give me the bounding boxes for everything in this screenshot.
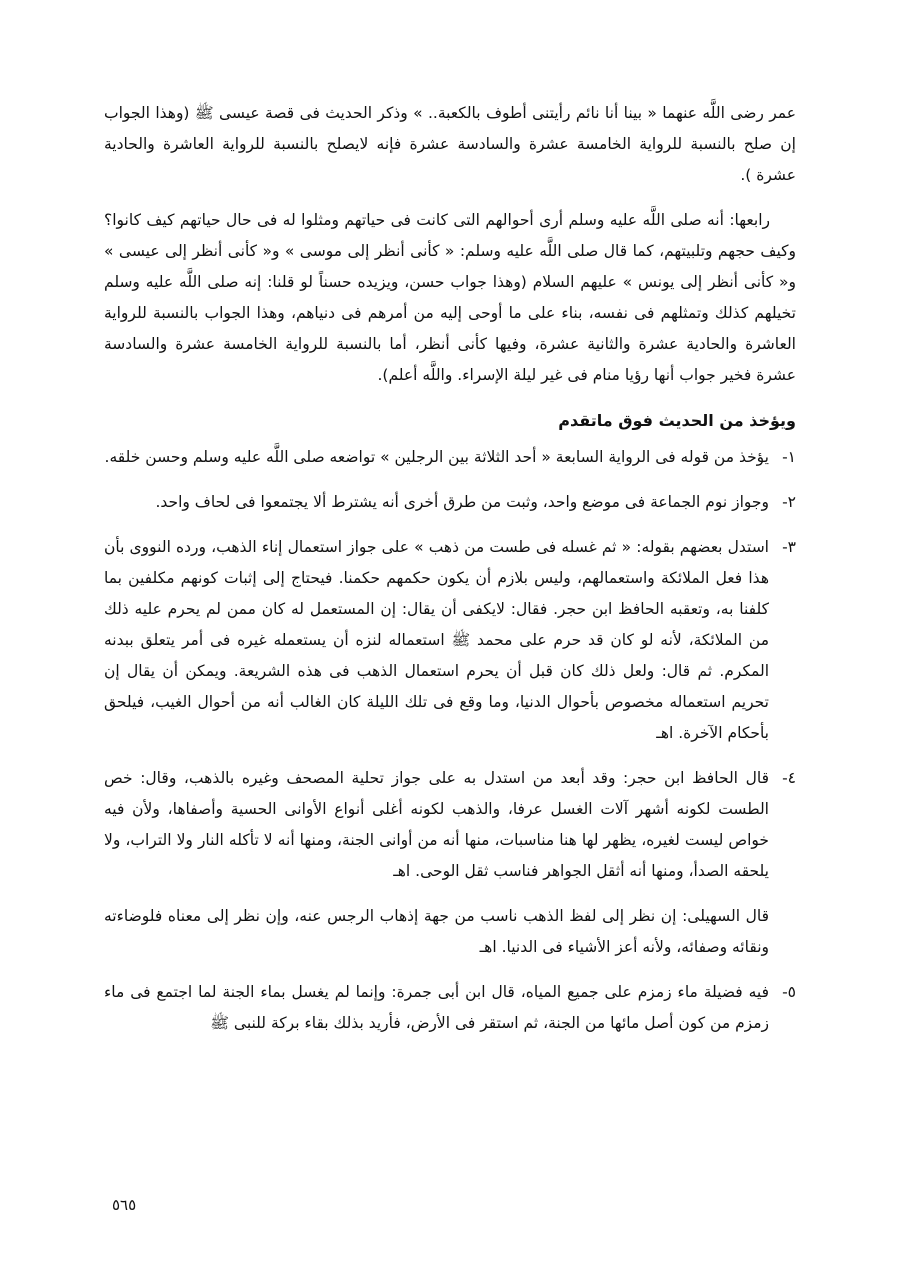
item-number: ٤- — [782, 769, 796, 787]
section-heading: ويؤخذ من الحديث فوق ماتقدم — [558, 411, 796, 430]
item-number: ٢- — [782, 493, 796, 511]
item-text: قال الحافظ ابن حجر: وقد أبعد من استدل به على جواز تحلية المصحف وغيره بالذهب، وقال: خص الطست لكونه أشهر آلات الغسل عرفا، والذهب لكونه أغلى أنواع الأوانى الحسية وأصفاها، ولأن فيه خواص ليست لغيره، يظهر لها هنا مناسبات، منها أنه من أوانى الجنة، ومنها أنه لا تأكله النار ولا التراب، ولا يلحقه الصدأ، ومنها أنه أثقل الجواهر فناسب ثقل الوحى. اهـ — [104, 769, 769, 880]
list-item-2 — [104, 487, 796, 518]
paragraph-continuation: عمر رضى اللَّه عنهما « بينا أنا نائم رأيتنى أطوف بالكعبة.. » وذكر الحديث فى قصة عيسى ﷺ (وهذا الجواب إن صلح بالنسبة للرواية الخامسة عشرة والسادسة عشرة فإنه لايصلح بالنسبة للرواية العاشرة والحادية عشرة ). — [104, 104, 796, 184]
item-text: فيه فضيلة ماء زمزم على جميع المياه، قال ابن أبى جمرة: وإنما لم يغسل بماء الجنة لما اجتمع فى ماء زمزم من كون أصل مائها من الجنة، ثم استقر فى الأرض، فأريد بذلك بقاء بركة للنبى ﷺ — [104, 983, 769, 1032]
item-text: يؤخذ من قوله فى الرواية السابعة « أحد الثلاثة بين الرجلين » تواضعه صلى اللَّه عليه وسلم وحسن خلقه. — [104, 448, 769, 466]
list-item-5 — [104, 977, 796, 1039]
list-item-4 — [104, 763, 796, 887]
item-number: ٣- — [782, 538, 796, 556]
item-number: ١- — [782, 448, 796, 466]
suhaili-quote-paragraph: قال السهيلى: إن نظر إلى لفظ الذهب ناسب من جهة إذهاب الرجس عنه، وإن نظر إلى معناه فلوضاءته ونقائه وصفائه، ولأنه أعز الأشياء فى الدنيا. اهـ — [104, 907, 769, 956]
paragraph-fourth-answer: رابعها: أنه صلى اللَّه عليه وسلم أرى أحوالهم التى كانت فى حياتهم ومثلوا له فى حال حياتهم كيف كانوا؟ وكيف حجهم وتلبيتهم، كما قال صلى اللَّه عليه وسلم: « كأنى أنظر إلى موسى » و« كأنى أنظر إلى عيسى » و« كأنى أنظر إلى يونس » عليهم السلام (وهذا جواب حسن، ويزيده حسناً لو قلنا: إنه صلى اللَّه عليه وسلم تخيلهم كذلك وتمثلهم فى نفسه، بناء على ما أوحى إليه من أمرهم فى دنياهم، وهذا الجواب بالنسبة للرواية العاشرة والحادية عشرة والثانية عشرة، وفيها كأنى أنظر، أما بالنسبة للرواية الخامسة عشرة والسادسة عشرة فخير جواب أنها رؤيا منام فى غير ليلة الإسراء. واللَّه أعلم). — [104, 211, 796, 384]
list-item-3 — [104, 532, 796, 749]
page-body — [104, 98, 796, 1053]
page-number: ٥٦٥ — [112, 1196, 137, 1214]
item-text: استدل بعضهم بقوله: « ثم غسله فى طست من ذهب » على جواز استعمال إناء الذهب، ورده النووى بأن هذا فعل الملائكة واستعمالهم، وليس بلازم أن يكون حكمهم حكمنا. فيحتاج إلى إثبات كونهم مكلفين بما كلفنا به، وتعقبه الحافظ ابن حجر. فقال: لايكفى أن يقال: إن المستعمل له كان ممن لم يحرم عليه ذلك من الملائكة، لأنه لو كان قد حرم على محمد ﷺ استعماله لنزه أن يستعمله غيره فى أمر يتعلق ببدنه المكرم. ثم قال: ولعل ذلك كان قبل أن يحرم استعمال الذهب فى هذه الشريعة. ويمكن أن يقال إن تحريم استعماله مخصوص بأحوال الدنيا، وما وقع فى تلك الليلة كان الغالب أنه من أحوال الغيب، فيلحق بأحكام الآخرة. اهـ — [104, 538, 769, 742]
item-number: ٥- — [782, 983, 796, 1001]
item-text: وجواز نوم الجماعة فى موضع واحد، وثبت من طرق أخرى أنه يشترط ألا يجتمعوا فى لحاف واحد. — [155, 493, 769, 511]
list-item-1 — [104, 442, 796, 473]
